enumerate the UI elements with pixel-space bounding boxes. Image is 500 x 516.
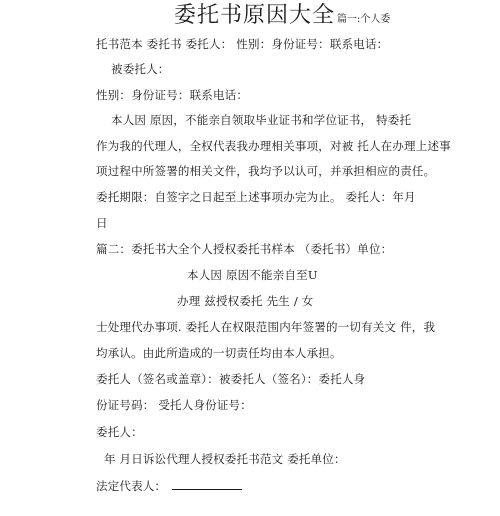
text-line: 年 月日诉讼代理人授权委托书范文 委托单位： bbox=[104, 452, 346, 466]
text-line: 份证号码： 受托人身份证号： bbox=[96, 398, 252, 412]
text-line: 均承认。由此所造成的一切责任均由本人承担。 bbox=[96, 346, 342, 360]
text-line: 本人因 原因，不能亲自领取毕业证书和学位证书， 特委托 bbox=[111, 113, 412, 127]
text-line: 性别：身份证号：联系电话： bbox=[96, 88, 249, 102]
signature-blank bbox=[172, 478, 242, 490]
text-line: 篇二：委托书大全个人授权委托书样本 （委托书）单位： bbox=[96, 242, 393, 256]
text-line: 日 bbox=[96, 216, 108, 230]
text-line: 托书范本 委托书 委托人： 性别：身份证号：联系电话： bbox=[96, 37, 389, 51]
text-line: 士处理代办事项. 委托人在权限范围内年签署的一切有关文 件，我 bbox=[96, 320, 436, 334]
text-line: 本人因 原因不能亲自至U bbox=[187, 268, 318, 282]
text-line: 委托期限：自签字之日起至上述事项办完为止。 委托人：年月 bbox=[96, 190, 416, 204]
document-title bbox=[174, 2, 390, 30]
text-line: 被委托人： bbox=[111, 62, 170, 76]
title-text: 委托书原因大全 bbox=[174, 3, 336, 28]
legal-representative-label: 法定代表人： bbox=[96, 479, 167, 493]
text-line: 项过程中所签署的相关文件，我均予以认可，并承担相应的责任。 bbox=[96, 164, 436, 178]
text-line: 委托人： bbox=[96, 425, 143, 439]
title-subtitle: 篇一:个人委 bbox=[337, 14, 391, 25]
text-line: 委托人（签名或盖章）：被委托人（签名）：委托人身 bbox=[96, 372, 366, 386]
signature-line bbox=[96, 478, 242, 493]
text-line: 办理 兹授权委托 先生 / 女 bbox=[177, 294, 314, 308]
text-line: 作为我的代理人，全权代表我办理相关事项，对被 托人在办理上述事 bbox=[96, 139, 451, 153]
